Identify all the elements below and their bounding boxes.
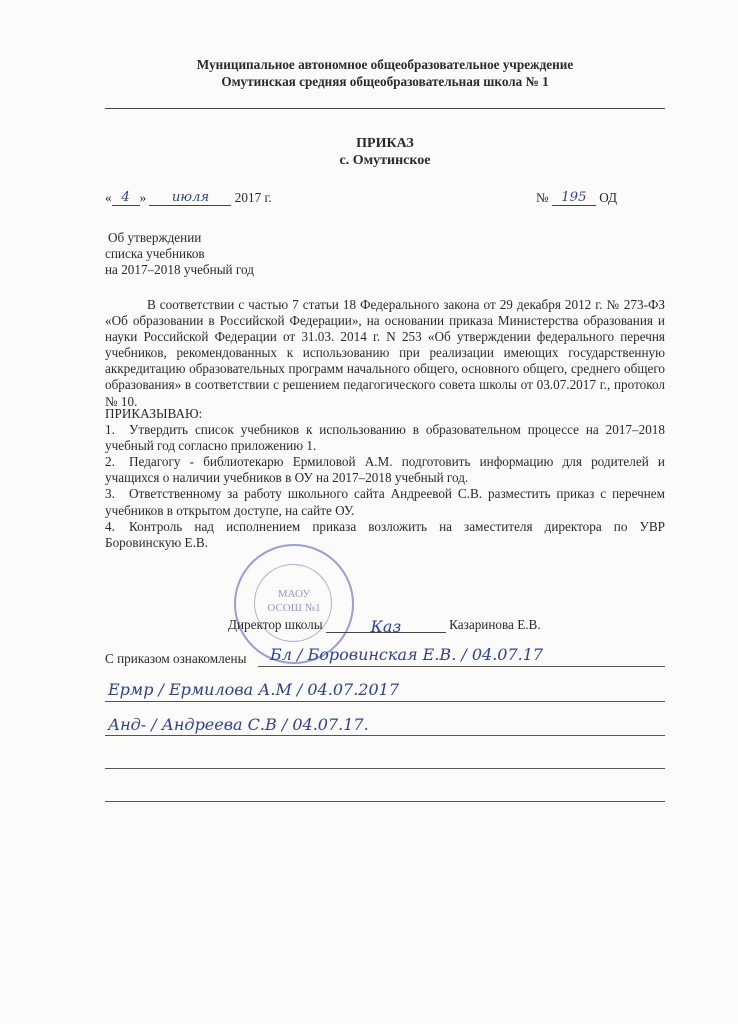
acknowledged-entry: Анд- / Андреева С.В / 04.07.17. bbox=[108, 715, 369, 734]
org-name-line2: Омутинская средняя общеобразовательная школа № 1 bbox=[221, 74, 549, 89]
director-signature: Каз bbox=[326, 617, 446, 633]
item-text: Педагогу - библиотекарю Ермиловой А.М. подготовить информацию для родителей и учащихся о наличии учебников в ОУ на 2017–2018 учебный год. bbox=[105, 454, 665, 486]
signature-line bbox=[105, 701, 665, 702]
subject-line: списка учебников bbox=[105, 246, 205, 261]
item-number: 2. bbox=[105, 454, 115, 470]
number-prefix: № bbox=[536, 190, 549, 205]
number-suffix: ОД bbox=[599, 190, 618, 205]
acknowledged-label: С приказом ознакомлены bbox=[105, 651, 247, 666]
item-text: Утвердить список учебников к использованию в образовательном процессе на 2017–2018 учебный год согласно приложению 1. bbox=[105, 422, 665, 454]
director-name: Казаринова Е.В. bbox=[449, 617, 541, 632]
signature-line bbox=[105, 735, 665, 736]
number-value: 195 bbox=[552, 190, 596, 206]
signature-line bbox=[258, 666, 665, 667]
director-signature-block bbox=[228, 617, 541, 636]
header-divider bbox=[105, 108, 665, 109]
item-text: Контроль над исполнением приказа возложить на заместителя директора по УВР Боровинскую Е.В. bbox=[105, 518, 665, 550]
order-item bbox=[105, 486, 665, 518]
item-number: 3. bbox=[105, 486, 115, 502]
order-section bbox=[105, 406, 665, 551]
order-item bbox=[105, 519, 665, 551]
order-item bbox=[105, 422, 665, 454]
date-year: 2017 г. bbox=[234, 190, 272, 205]
org-name-line1: Муниципальное автономное общеобразовательное учреждение bbox=[196, 57, 574, 72]
item-number: 1. bbox=[105, 422, 115, 438]
doc-date bbox=[105, 190, 272, 206]
order-heading: ПРИКАЗЫВАЮ: bbox=[105, 406, 203, 421]
stamp-text: МАОУ bbox=[277, 588, 311, 600]
doc-subject bbox=[105, 230, 254, 278]
stamp-text: ОСОШ №1 bbox=[267, 602, 321, 614]
item-text: Ответственному за работу школьного сайта Андреевой С.В. разместить приказ с перечнем учебников в открытом доступе, на сайте ОУ. bbox=[105, 486, 665, 518]
doc-number bbox=[536, 190, 617, 206]
subject-line: на 2017–2018 учебный год bbox=[105, 262, 254, 277]
date-quote-close: » bbox=[139, 190, 147, 205]
doc-title: ПРИКАЗ bbox=[356, 136, 414, 151]
preamble-text: В соответствии с частью 7 статьи 18 Федерального закона от 29 декабря 2012 г. № 273-ФЗ «Об образовании в Российской Федерации», на основании приказа Министерства образования и науки Российской Федерации от 31.03. 2014 г. N 253 «Об утверждении федерального перечня учебников, рекомендованных к использованию при реализации имеющих государственную аккредитацию образовательных программ начального общего, основного общего, среднего общего образования» в соответствии с решением педагогического совета школы от 03.07.2017 г., протокол № 10. bbox=[105, 297, 665, 409]
date-quote-open: « bbox=[105, 190, 112, 205]
acknowledged-entry: Ермр / Ермилова А.М / 04.07.2017 bbox=[108, 680, 399, 699]
doc-place: с. Омутинское bbox=[339, 153, 431, 168]
acknowledged-entry: Бл / Боровинская Е.В. / 04.07.17 bbox=[270, 645, 544, 664]
order-item bbox=[105, 454, 665, 486]
date-day: 4 bbox=[112, 190, 140, 206]
subject-line: Об утверждении bbox=[108, 230, 202, 245]
signature-line bbox=[105, 801, 665, 802]
item-number: 4. bbox=[105, 518, 115, 534]
director-role: Директор школы bbox=[228, 617, 323, 632]
signature-line bbox=[105, 768, 665, 769]
preamble bbox=[105, 297, 665, 410]
date-month: июля bbox=[149, 190, 231, 206]
